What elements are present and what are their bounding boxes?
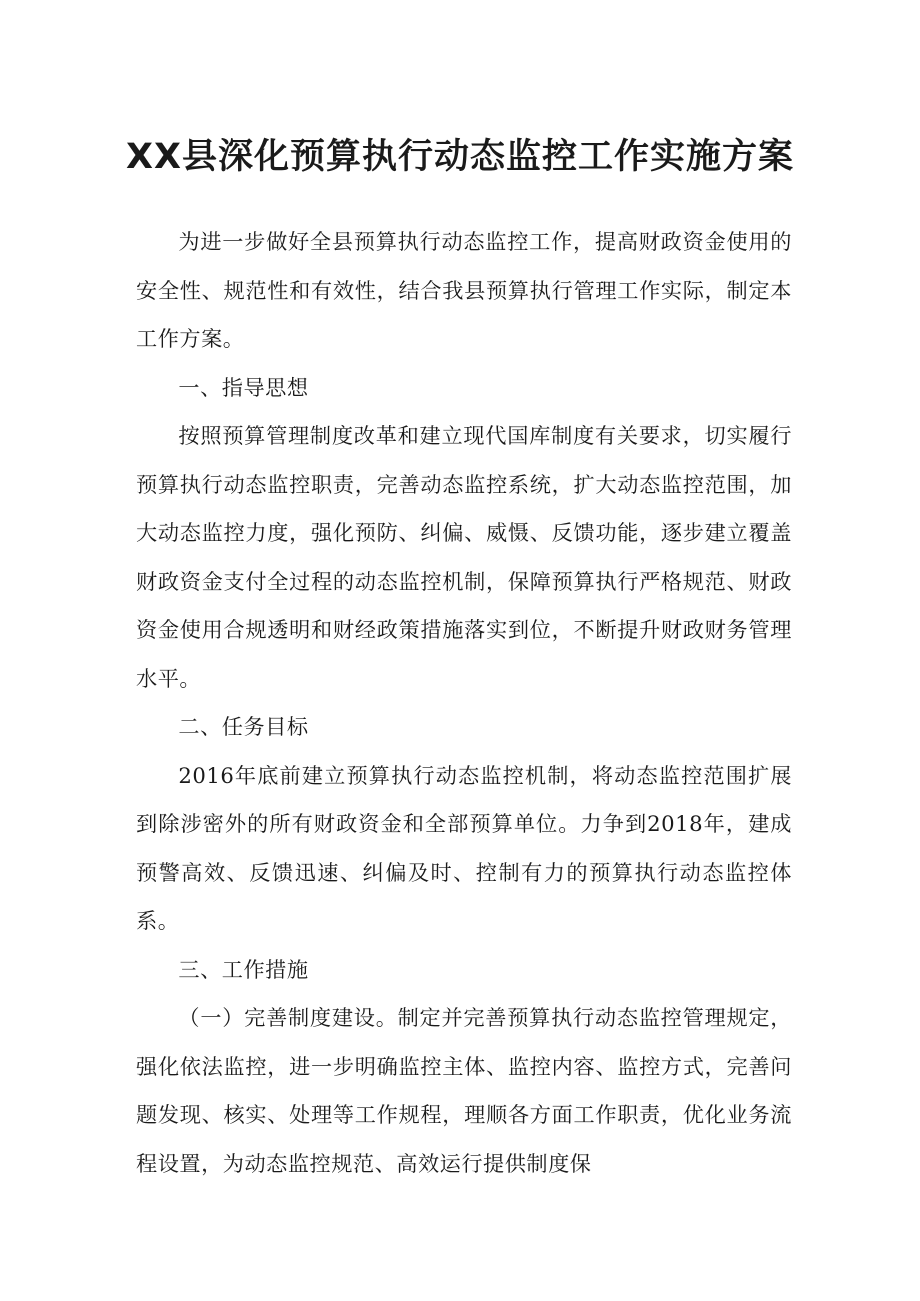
section-paragraph-task-goals: 2016年底前建立预算执行动态监控机制，将动态监控范围扩展到除涉密外的所有财政资金和全部预算单位。力争到2018年，建成预警高效、反馈迅速、纠偏及时、控制有力的预算执行动态监控体系。 <box>136 762 792 933</box>
section-paragraph-work-measures-item1: （一）完善制度建设。制定并完善预算执行动态监控管理规定，强化依法监控，进一步明确监控主体、监控内容、监控方式，完善问题发现、核实、处理等工作规程，理顺各方面工作职责，优化业务流程设置，为动态监控规范、高效运行提供制度保 <box>136 1005 792 1176</box>
document-body <box>136 218 792 1188</box>
section-heading-guiding-ideology: 一、指导思想 <box>178 374 309 400</box>
section-heading-task-goals: 二、任务目标 <box>178 714 309 739</box>
section-heading-work-measures: 三、工作措施 <box>178 956 309 982</box>
intro-paragraph: 为进一步做好全县预算执行动态监控工作，提高财政资金使用的安全性、规范性和有效性，结合我县预算执行管理工作实际，制定本工作方案。 <box>136 229 792 351</box>
section-paragraph-guiding-ideology: 按照预算管理制度改革和建立现代国库制度有关要求，切实履行预算执行动态监控职责，完善动态监控系统，扩大动态监控范围，加大动态监控力度，强化预防、纠偏、威慑、反馈功能，逐步建立覆盖财政资金支付全过程的动态监控机制，保障预算执行严格规范、财政资金使用合规透明和财经政策措施落实到位，不断提升财政财务管理水平。 <box>136 423 792 691</box>
document-title: XX县深化预算执行动态监控工作实施方案 <box>126 137 794 177</box>
